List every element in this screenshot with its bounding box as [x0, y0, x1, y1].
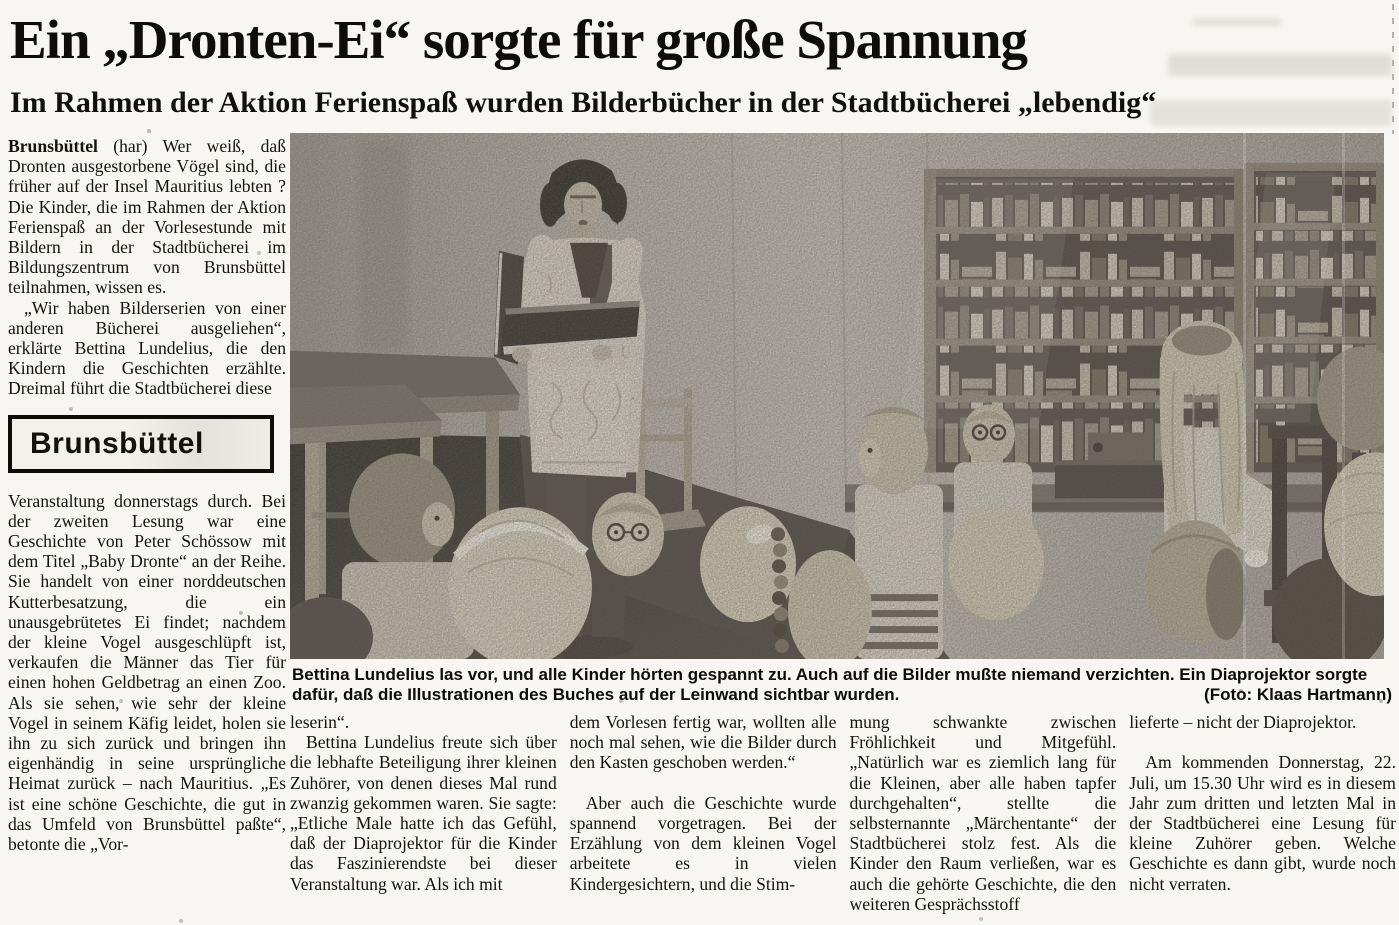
scan-smudge	[1150, 100, 1392, 126]
subheadline: Im Rahmen der Aktion Ferienspaß wurden Bilderbücher in der Stadtbücherei „lebendig“	[10, 86, 1157, 119]
paragraph: lieferte – nicht der Diaprojektor.	[1129, 712, 1357, 732]
paragraph: Am kommenden Donnerstag, 22. Juli, um 15.30 Uhr wird es in diesem Jahr zum dritten und letzten Mal in der Stadtbücherei eine Lesung für kleine Zuhörer geben. Welche Geschichte es dann gibt, wurde noch nicht verraten.	[1129, 752, 1396, 894]
paragraph: dem Vorlesen fertig war, wollten alle noch mal sehen, wie die Bilder durch den Kasten geschoben werden.“	[569, 712, 837, 773]
location-box	[8, 415, 274, 473]
paragraph-text: (har) Wer weiß, daß Dronten ausgestorbene Vögel sind, die früher auf der Insel Mauritius lebten ? Die Kinder, die im Rahmen der Aktion Ferienspaß an der Vorlesestunde mit Bildern in der Stadtbücherei im Bildungszentrum von Brunsbüttel teilnahmen, wissen es.	[8, 136, 286, 298]
paragraph: „Wir haben Bilderserien von einer anderen Bücherei ausgeliehen“, erklärte Bettina Lundelius, die den Kindern die Geschichten erzählte. Dreimal führt die Stadtbücherei diese	[8, 297, 286, 399]
scan-edge-artifact	[1392, 4, 1394, 134]
photo-caption	[292, 665, 1392, 704]
caption-line: dafür, daß die Illustrationen des Buches auf der Leinwand sichtbar wurden.	[292, 684, 900, 704]
scan-speckles	[0, 0, 2, 2]
photo-illustration	[290, 133, 1384, 659]
location-box-label: Brunsbüttel	[30, 426, 204, 460]
article-columns	[290, 712, 1396, 925]
photo-credit: (Foto: Klaas Hartmann)	[1204, 684, 1392, 704]
article-column-4	[850, 712, 1117, 925]
scan-smudge	[1168, 54, 1392, 76]
paragraph: mung schwankte zwischen Fröhlichkeit und Mitgefühl. „Natürlich war es ziemlich lang für die Kleinen, aber alle haben tapfer durchgehalten“, stellte die selbsternannte „Märchentante“ der Stadtbücherei stolz fest. Als die Kinder den Raum verließen, war es auch die gehörte Geschichte, die den weiteren Gesprächsstoff	[849, 712, 1117, 914]
headline: Ein „Dronten-Ei“ sorgte für große Spannung	[10, 9, 1027, 70]
paragraph: Aber auch die Geschichte wurde spannend vorgetragen. Bei der Erzählung von dem kleinen Vogel arbeitete es in vielen Kindergesichtern, und die Stim-	[569, 792, 837, 894]
paragraph: leserin“.	[290, 712, 350, 732]
article-column-1	[8, 136, 286, 922]
article-photo	[290, 133, 1384, 659]
scan-smudge	[1192, 18, 1282, 26]
article-column-3	[570, 712, 837, 925]
paragraph: Veranstaltung donnerstags durch. Bei der zweiten Lesung war eine Geschichte von Peter Schössow mit dem Titel „Baby Dronte“ an der Reihe. Sie handelt von einer norddeutschen Kutterbesatzung, die ein unausgebrütetes Ei findet; nachdem der kleine Vogel ausgeschlüpft ist, verkaufen die Männer das Tier für einen hohen Geldbetrag an einen Zoo. Als sie sehen, wie sehr der kleine Vogel in seinem Käfig leidet, holen sie ihn zu sich zurück und bringen ihn eigenhändig in seine ursprüngliche Heimat zurück – nach Mauritius. „Es ist eine schöne Geschichte, die gut in das Umfeld von Brunsbüttel paßte“, betonte die „Vor-	[8, 490, 286, 855]
article-column-2	[290, 712, 557, 925]
article-column-5	[1129, 712, 1396, 925]
dateline: Brunsbüttel	[8, 136, 98, 156]
paragraph	[8, 136, 286, 298]
caption-line: Bettina Lundelius las vor, und alle Kinder hörten gespannt zu. Auch auf die Bilder mußte niemand verzichten. Ein Diaprojektor sorgte	[292, 665, 1368, 684]
paragraph: Bettina Lundelius freute sich über die lebhafte Beteiligung ihrer kleinen Zuhörer, von denen dieses Mal rund zwanzig gekommen waren. Sie sagte: „Etliche Male hatte ich das Gefühl, daß der Diaprojektor für die Kinder das Faszinierendste bei dieser Veranstaltung war. Als ich mit	[290, 732, 557, 894]
